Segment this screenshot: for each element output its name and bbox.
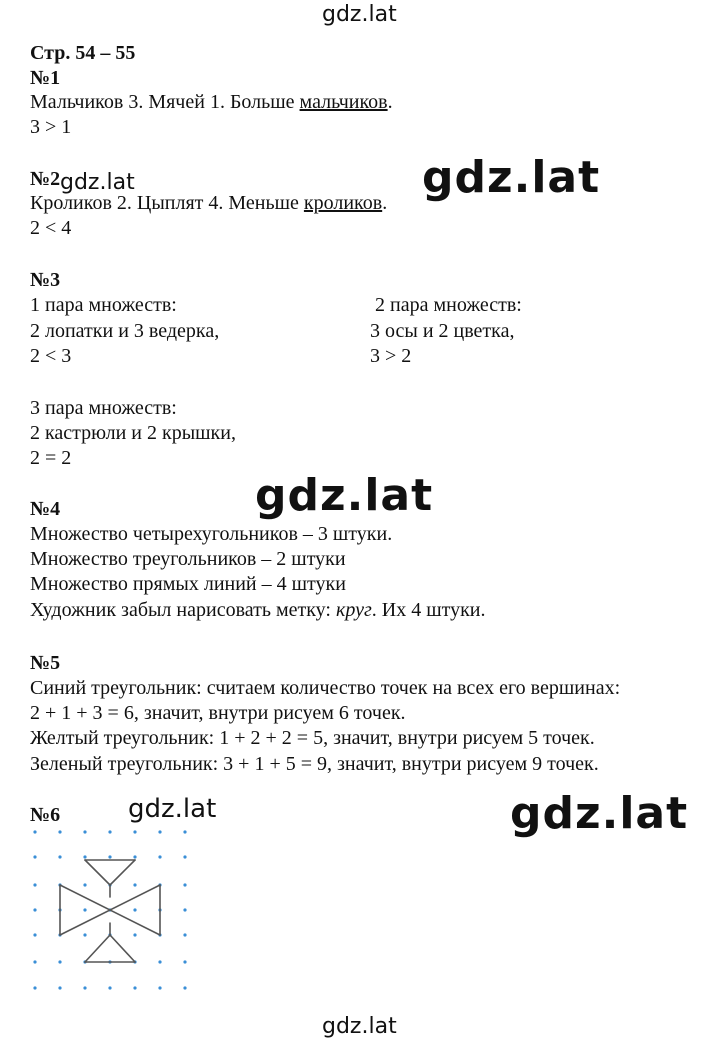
task-1-answer-underlined: мальчиков [299, 91, 388, 113]
task-1-line-1: Мальчиков 3. Мячей 1. Больше мальчиков. [30, 91, 393, 113]
grid-dot [158, 960, 161, 963]
task-2-line-1: Кроликов 2. Цыплят 4. Меньше кроликов. [30, 192, 388, 214]
grid-dot [58, 855, 61, 858]
watermark-bottom: gdz.lat [322, 1014, 397, 1039]
grid-dot [83, 908, 86, 911]
grid-dot [33, 855, 36, 858]
task-6-number: №6 [30, 804, 61, 826]
task-1-number: №1 [30, 67, 61, 89]
task-5-line-3: Желтый треугольник: 1 + 2 + 2 = 5, значит, внутри рисуем 5 точек. [30, 727, 595, 749]
grid-dot [133, 933, 136, 936]
grid-dot [83, 883, 86, 886]
pair-1-comparison: 2 < 3 [30, 345, 72, 367]
grid-dot [83, 986, 86, 989]
grid-dot [133, 855, 136, 858]
grid-dot [183, 986, 186, 989]
watermark-small-2: gdz.lat [128, 794, 217, 824]
task-4-line-4: Художник забыл нарисовать метку: круг. Их 4 штуки. [30, 599, 486, 621]
grid-dot [83, 855, 86, 858]
grid-dot [83, 830, 86, 833]
grid-dot [133, 908, 136, 911]
task-2-number: №2 [30, 168, 61, 190]
grid-dot [133, 883, 136, 886]
grid-dot [183, 933, 186, 936]
pair-2-title: 2 пара множеств: [375, 294, 522, 316]
pair-1-items: 2 лопатки и 3 ведерка, [30, 320, 220, 342]
pair-2-comparison: 3 > 2 [370, 345, 412, 367]
grid-dot [33, 933, 36, 936]
watermark-big-3: gdz.lat [510, 788, 689, 839]
watermark-big-2: gdz.lat [255, 470, 434, 521]
grid-dot [58, 986, 61, 989]
watermark-small-1: gdz.lat [60, 170, 135, 195]
grid-dot [108, 986, 111, 989]
grid-dot [33, 883, 36, 886]
task-2-answer-underlined: кроликов [303, 192, 383, 214]
task-4-line-2: Множество треугольников – 2 штуки [30, 548, 346, 570]
task-4-number: №4 [30, 498, 61, 520]
grid-dot [158, 830, 161, 833]
grid-dot [33, 830, 36, 833]
task-5-line-1: Синий треугольник: считаем количество точек на всех его вершинах: [30, 677, 621, 699]
pair-2-items: 3 осы и 2 цветка, [370, 320, 515, 342]
grid-dot [108, 855, 111, 858]
pair-3-title: 3 пара множеств: [30, 397, 177, 419]
task-2-line-2: 2 < 4 [30, 217, 72, 239]
figure-line [110, 935, 135, 962]
watermark-big-1: gdz.lat [422, 152, 601, 203]
grid-dot [33, 908, 36, 911]
pair-3-comparison: 2 = 2 [30, 447, 72, 469]
task-4-line-3: Множество прямых линий – 4 штуки [30, 573, 346, 595]
grid-dot [158, 855, 161, 858]
grid-dot [58, 830, 61, 833]
grid-dot [33, 960, 36, 963]
grid-dot [183, 960, 186, 963]
task-4-line-1: Множество четырехугольников – 3 штуки. [30, 523, 393, 545]
grid-dot [133, 986, 136, 989]
figure-line [85, 935, 110, 962]
task-4-shape-word: круг [335, 599, 372, 621]
grid-dot [58, 960, 61, 963]
grid-dot [183, 855, 186, 858]
pair-3-items: 2 кастрюли и 2 крышки, [30, 422, 236, 444]
task-5-number: №5 [30, 652, 61, 674]
grid-dot [133, 830, 136, 833]
page-range: Стр. 54 – 55 [30, 42, 136, 64]
grid-dot [108, 830, 111, 833]
task-3-number: №3 [30, 269, 61, 291]
grid-dot [33, 986, 36, 989]
grid-dot [183, 883, 186, 886]
grid-dot [83, 933, 86, 936]
figure-line [110, 860, 135, 885]
grid-dot [183, 908, 186, 911]
watermark-top: gdz.lat [322, 2, 397, 27]
task-5-line-4: Зеленый треугольник: 3 + 1 + 5 = 9, значит, внутри рисуем 9 точек. [30, 753, 599, 775]
task-1-line-2: 3 > 1 [30, 116, 72, 138]
grid-dot [183, 830, 186, 833]
task-5-line-2: 2 + 1 + 3 = 6, значит, внутри рисуем 6 точек. [30, 702, 406, 724]
dot-grid-drawing [20, 820, 220, 1010]
pair-1-title: 1 пара множеств: [30, 294, 177, 316]
figure-line [85, 860, 110, 885]
grid-dot [158, 986, 161, 989]
